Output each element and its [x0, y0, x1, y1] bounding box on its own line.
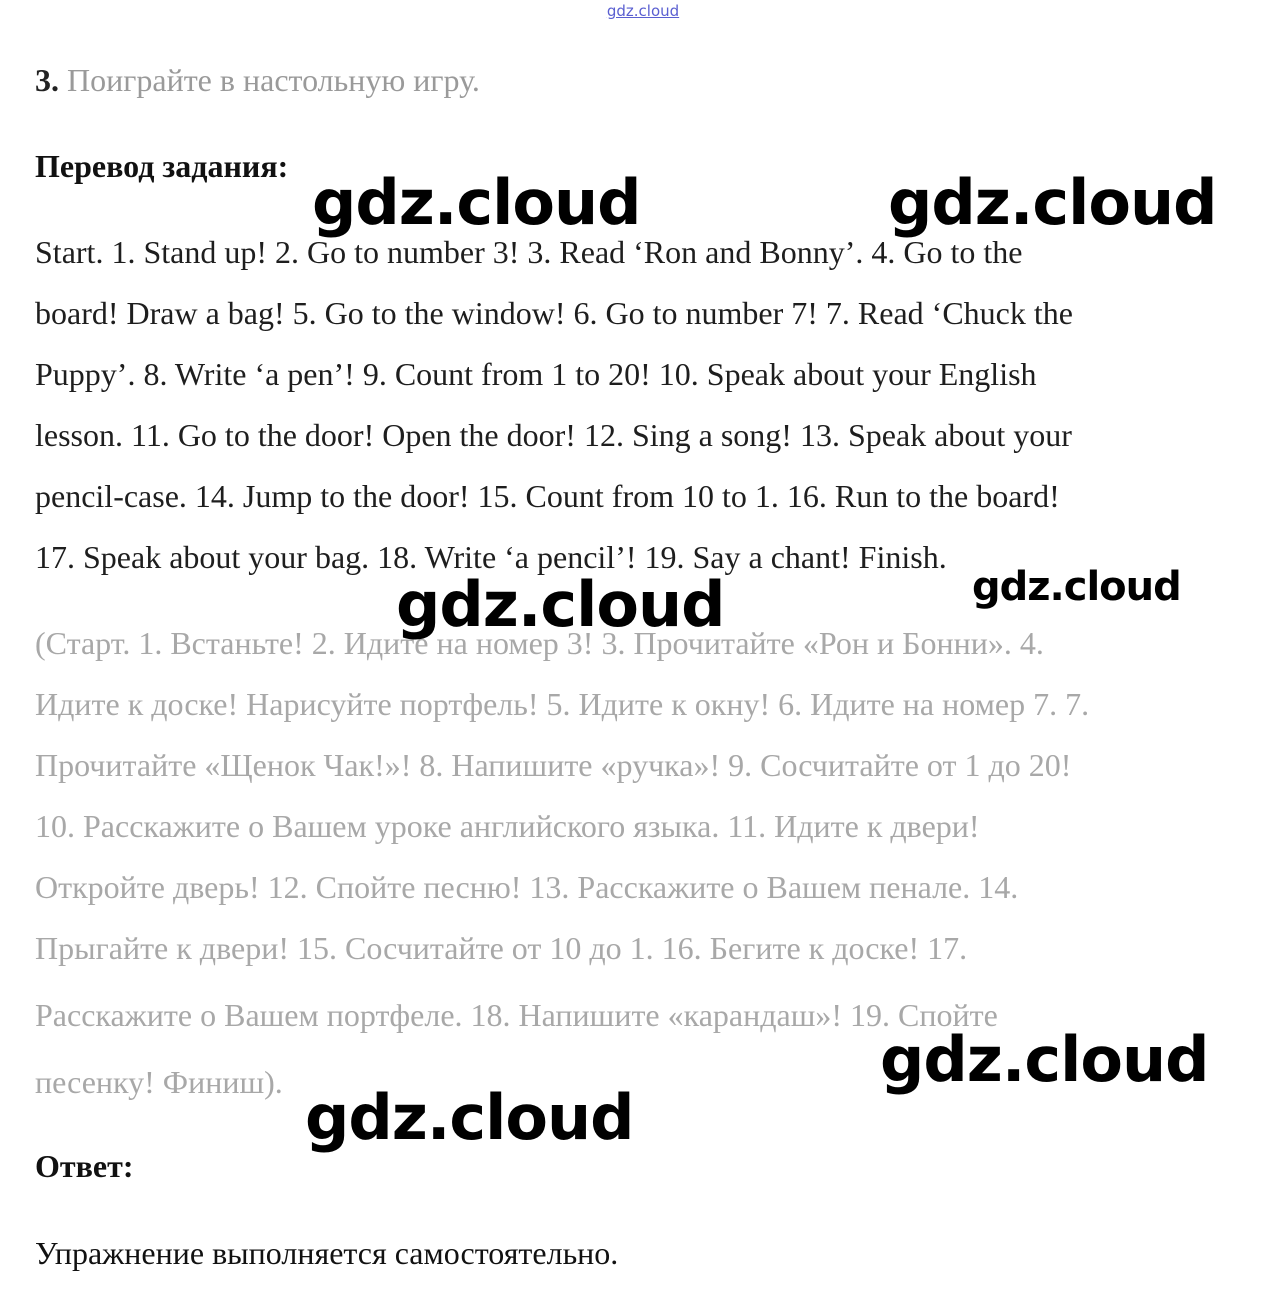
- english-task-text: [35, 222, 1245, 588]
- english-line: Start. 1. Stand up! 2. Go to number 3! 3. Read ‘Ron and Bonny’. 4. Go to the: [35, 234, 1023, 270]
- english-line: lesson. 11. Go to the door! Open the door! 12. Sing a song! 13. Speak about your: [35, 417, 1072, 453]
- russian-line: песенку! Финиш).: [35, 1064, 283, 1100]
- russian-line: Идите к доске! Нарисуйте портфель! 5. Идите к окну! 6. Идите на номер 7. 7.: [35, 686, 1090, 722]
- english-line: 17. Speak about your bag. 18. Write ‘a pencil’! 19. Say a chant! Finish.: [35, 539, 947, 575]
- task-number: 3.: [35, 62, 59, 98]
- watermark: gdz.cloud: [880, 1023, 1209, 1096]
- answer-heading: Ответ:: [35, 1148, 134, 1184]
- top-watermark-link: gdz.cloud: [606, 2, 680, 20]
- english-line: Puppy’. 8. Write ‘a pen’! 9. Count from 1 to 20! 10. Speak about your English: [35, 356, 1037, 392]
- english-line: board! Draw a bag! 5. Go to the window! 6. Go to number 7! 7. Read ‘Chuck the: [35, 295, 1073, 331]
- russian-line: Расскажите о Вашем портфеле. 18. Напишите «карандаш»! 19. Спойте: [35, 997, 998, 1033]
- watermark: gdz.cloud: [396, 568, 725, 641]
- task-statement: [35, 62, 480, 99]
- watermark: gdz.cloud: [305, 1081, 634, 1154]
- watermark: gdz.cloud: [888, 166, 1217, 239]
- english-line: pencil-case. 14. Jump to the door! 15. Count from 10 to 1. 16. Run to the board!: [35, 478, 1060, 514]
- translation-heading: Перевод задания:: [35, 148, 289, 184]
- russian-line: (Старт. 1. Встаньте! 2. Идите на номер 3! 3. Прочитайте «Рон и Бонни». 4.: [35, 625, 1044, 661]
- russian-line: 10. Расскажите о Вашем уроке английского языка. 11. Идите к двери!: [35, 808, 980, 844]
- watermark: gdz.cloud: [312, 166, 641, 239]
- answer-text: Упражнение выполняется самостоятельно.: [35, 1235, 619, 1271]
- russian-line: Прыгайте к двери! 15. Сосчитайте от 10 до 1. 16. Бегите к доске! 17.: [35, 930, 968, 966]
- watermark: gdz.cloud: [972, 564, 1181, 610]
- task-text: Поиграйте в настольную игру.: [67, 62, 480, 98]
- russian-line: Откройте дверь! 12. Спойте песню! 13. Расскажите о Вашем пенале. 14.: [35, 869, 1019, 905]
- russian-line: Прочитайте «Щенок Чак!»! 8. Напишите «ручка»! 9. Сосчитайте от 1 до 20!: [35, 747, 1072, 783]
